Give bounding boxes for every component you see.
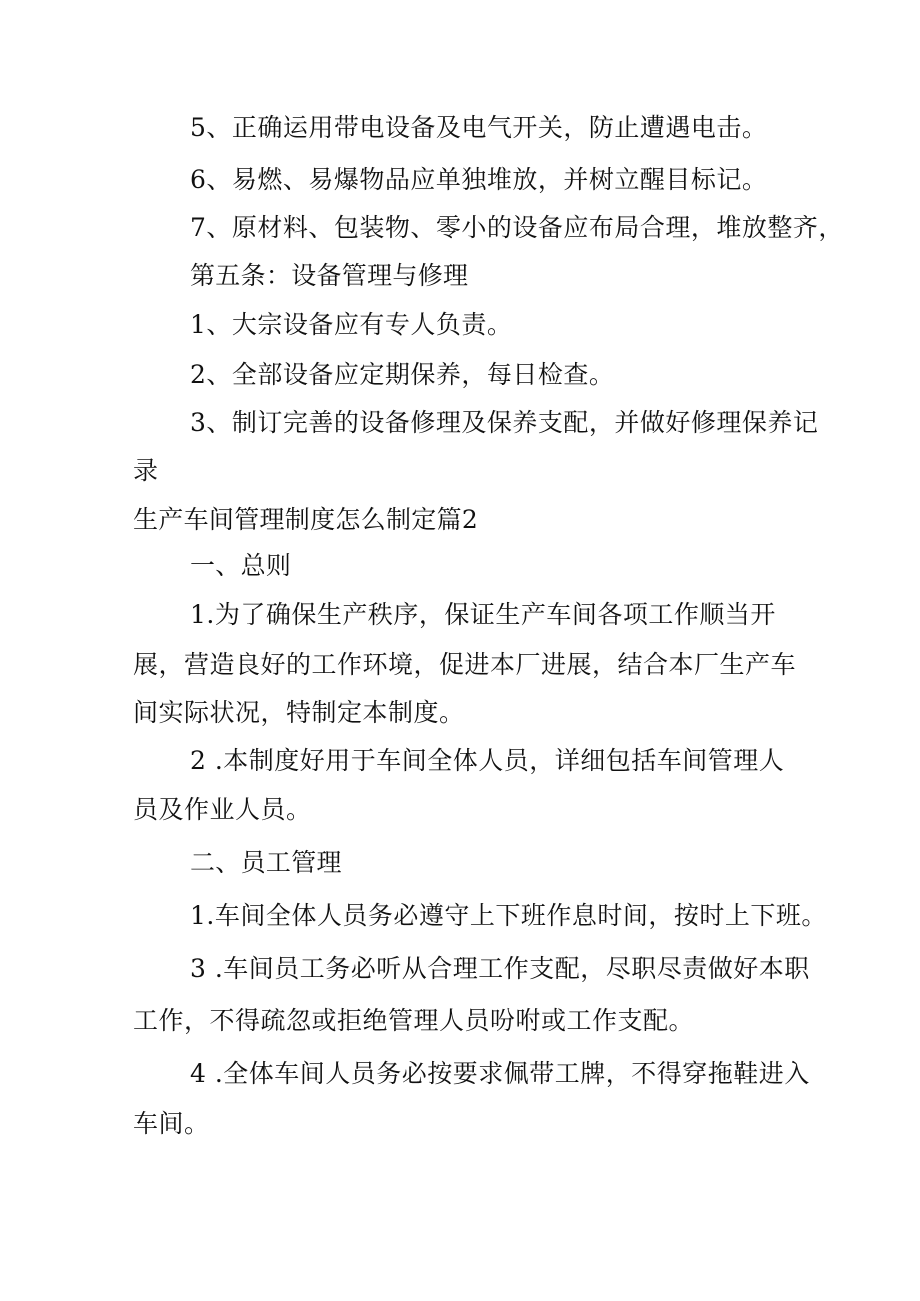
text-line-staff-4-cont: 车间。 (133, 1109, 210, 1138)
text-line-item-7: 7、原材料、包装物、零小的设备应布局合理，堆放整齐， (190, 213, 844, 242)
text-line-equipment-3-cont: 录 (133, 456, 159, 485)
text-line-general-1: 1.为了确保生产秩序，保证生产车间各项工作顺当开 (190, 600, 776, 629)
section-title-part-2: 生产车间管理制度怎么制定篇2 (133, 505, 479, 534)
section-heading-article-5: 第五条：设备管理与修理 (190, 261, 469, 290)
text-line-item-6: 6、易燃、易爆物品应单独堆放，并树立醒目标记。 (190, 165, 768, 194)
text-line-staff-4: 4 .全体车间人员务必按要求佩带工牌，不得穿拖鞋进入 (190, 1059, 810, 1088)
text-line-staff-1: 1.车间全体人员务必遵守上下班作息时间，按时上下班。 (190, 901, 827, 930)
text-line-equipment-2: 2、全部设备应定期保养，每日检查。 (190, 360, 615, 389)
text-line-item-5: 5、正确运用带电设备及电气开关，防止遭遇电击。 (190, 113, 768, 142)
text-line-equipment-3: 3、制订完善的设备修理及保养支配，并做好修理保养记 (190, 408, 819, 437)
section-heading-general: 一、总则 (190, 551, 292, 580)
section-heading-staff: 二、员工管理 (190, 848, 342, 877)
text-line-equipment-1: 1、大宗设备应有专人负责。 (190, 310, 513, 339)
text-line-staff-3-cont: 工作，不得疏忽或拒绝管理人员吩咐或工作支配。 (133, 1006, 695, 1035)
text-line-general-1-cont: 展，营造良好的工作环境，促进本厂进展，结合本厂生产车 (133, 650, 797, 679)
text-line-staff-3: 3 .车间员工务必听从合理工作支配，尽职尽责做好本职 (190, 954, 810, 983)
text-line-general-2: 2 .本制度好用于车间全体人员，详细包括车间管理人 (190, 746, 785, 775)
text-line-general-1-cont2: 间实际状况，特制定本制度。 (133, 698, 465, 727)
text-line-general-2-cont: 员及作业人员。 (133, 795, 312, 824)
